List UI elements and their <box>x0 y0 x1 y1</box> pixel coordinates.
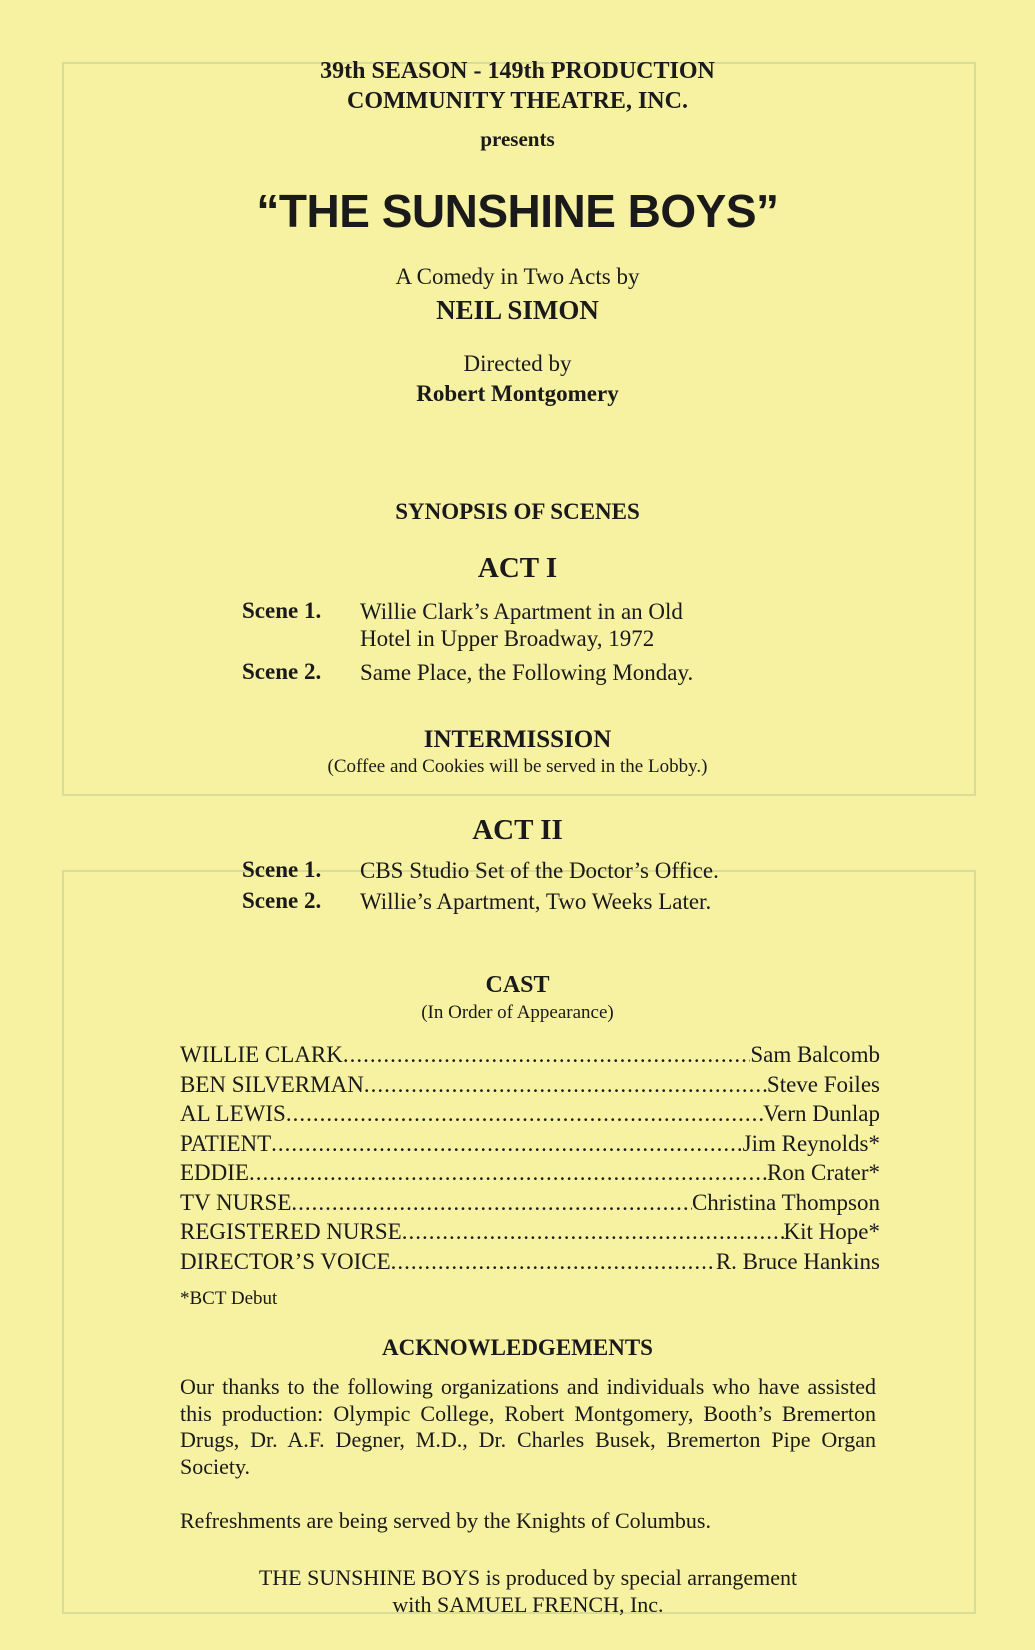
leader-dots <box>364 1070 767 1100</box>
scene-description: Willie’s Apartment, Two Weeks Later. <box>360 889 712 914</box>
cast-actor: Ron Crater* <box>766 1160 880 1185</box>
production-credit-line-1: THE SUNSHINE BOYS is produced by special arrangement <box>258 1565 798 1590</box>
cast-order-note: (In Order of Appearance) <box>421 1002 614 1023</box>
cast-role: WILLIE CLARK <box>180 1042 343 1067</box>
scene-label: Scene 1. <box>242 598 322 623</box>
cast-row <box>180 1247 880 1277</box>
act-two-title: ACT II <box>472 814 563 846</box>
cast-role: AL LEWIS <box>180 1101 286 1126</box>
cast-row <box>180 1040 880 1070</box>
cast-row <box>180 1158 880 1188</box>
production-credit-line-2: with SAMUEL FRENCH, Inc. <box>392 1591 664 1617</box>
leader-dots <box>249 1158 767 1188</box>
intermission-heading: INTERMISSION <box>423 726 612 753</box>
act-one-title: ACT I <box>477 552 558 584</box>
scene-label: Scene 1. <box>242 857 322 882</box>
season-line: 39th SEASON - 149th PRODUCTION <box>320 58 715 84</box>
cast-actor: Steve Foiles <box>766 1071 880 1097</box>
debut-footnote: *BCT Debut <box>180 1288 278 1309</box>
cast-heading: CAST <box>485 972 550 998</box>
synopsis-heading: SYNOPSIS OF SCENES <box>395 499 640 524</box>
playwright-name: NEIL SIMON <box>436 295 599 325</box>
scene-label: Scene 2. <box>242 659 322 684</box>
cast-role: EDDIE <box>180 1160 249 1185</box>
thanks-paragraph: Our thanks to the following organizations and individuals who have assisted this production: Olympic College, Robert Montgomery, Booth’s Bremerton Drugs, Dr. A.F. Degner, M.D., Dr. Charles Busek, Bremerton Pipe Organ Society. <box>180 1374 876 1479</box>
leader-dots <box>286 1099 763 1129</box>
cast-actor: R. Bruce Hankins <box>715 1248 880 1274</box>
cast-list <box>180 1040 880 1276</box>
play-title: “THE SUNSHINE BOYS” <box>256 185 779 237</box>
refreshments-note: Refreshments are being served by the Knights of Columbus. <box>180 1508 711 1533</box>
acknowledgements-heading: ACKNOWLEDGEMENTS <box>382 1335 653 1360</box>
cast-actor: Sam Balcomb <box>750 1042 880 1067</box>
company-name: COMMUNITY THEATRE, INC. <box>347 88 688 114</box>
act1-scene-1 <box>242 598 683 652</box>
act2-scene-2 <box>242 888 711 915</box>
cast-actor: Vern Dunlap <box>763 1101 880 1126</box>
cast-row <box>180 1070 880 1100</box>
cast-row <box>180 1217 880 1247</box>
scene-description: CBS Studio Set of the Doctor’s Office. <box>360 858 719 883</box>
cast-row <box>180 1129 880 1159</box>
intermission-note: (Coffee and Cookies will be served in the Lobby.) <box>327 756 708 777</box>
leader-dots <box>271 1129 742 1159</box>
cast-actor: Christina Thompson <box>691 1189 880 1215</box>
play-subtitle: A Comedy in Two Acts by <box>395 264 640 289</box>
production-credit <box>180 1565 876 1618</box>
leader-dots <box>343 1040 750 1070</box>
cast-role: DIRECTOR’S VOICE <box>180 1248 391 1274</box>
cast-role: BEN SILVERMAN <box>180 1071 364 1097</box>
cast-role: TV NURSE <box>180 1189 292 1215</box>
cast-role: REGISTERED NURSE <box>180 1219 402 1244</box>
leader-dots <box>402 1217 784 1247</box>
cast-row <box>180 1099 880 1129</box>
act1-scene-2 <box>242 659 693 686</box>
scene-label: Scene 2. <box>242 888 322 913</box>
leader-dots <box>391 1247 716 1277</box>
leader-dots <box>291 1188 692 1218</box>
act2-scene-1 <box>242 857 719 884</box>
cast-actor: Jim Reynolds* <box>742 1130 880 1156</box>
presents-text: presents <box>480 127 555 151</box>
cast-role: PATIENT <box>180 1130 272 1156</box>
scene-description: Same Place, the Following Monday. <box>360 660 694 685</box>
scene-description: Willie Clark’s Apartment in an Old Hotel in Upper Broadway, 1972 <box>360 599 683 651</box>
director-name: Robert Montgomery <box>416 381 619 406</box>
cast-actor: Kit Hope* <box>783 1219 880 1244</box>
cast-row <box>180 1188 880 1218</box>
directed-by-label: Directed by <box>463 351 572 376</box>
